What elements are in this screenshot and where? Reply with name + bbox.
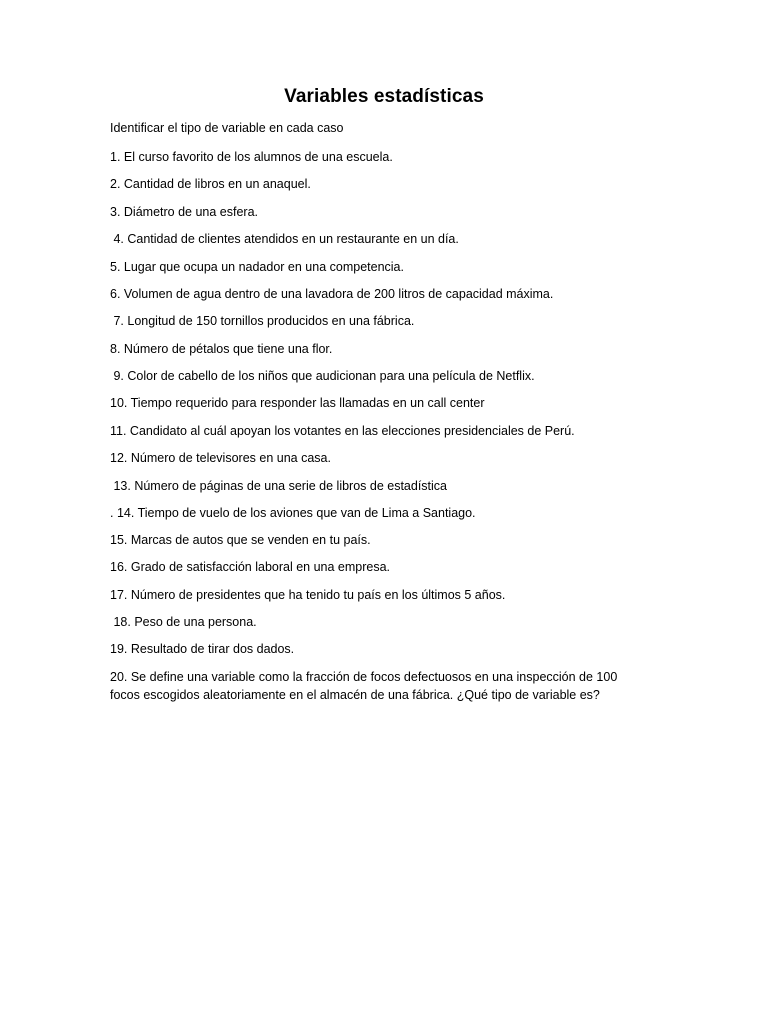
- page-title: Variables estadísticas: [284, 86, 484, 107]
- question-item-15: 15. Marcas de autos que se venden en tu país.: [110, 533, 371, 547]
- instructions-text: Identificar el tipo de variable en cada caso: [110, 121, 344, 135]
- question-item-18: 18. Peso de una persona.: [110, 615, 257, 629]
- question-item-1: 1. El curso favorito de los alumnos de una escuela.: [110, 150, 393, 164]
- question-item-17: 17. Número de presidentes que ha tenido tu país en los últimos 5 años.: [110, 588, 506, 602]
- question-item-2: 2. Cantidad de libros en un anaquel.: [110, 177, 311, 191]
- question-item-3: 3. Diámetro de una esfera.: [110, 205, 258, 219]
- question-item-14: . 14. Tiempo de vuelo de los aviones que van de Lima a Santiago.: [110, 506, 476, 520]
- question-item-8: 8. Número de pétalos que tiene una flor.: [110, 342, 333, 356]
- question-item-6: 6. Volumen de agua dentro de una lavadora de 200 litros de capacidad máxima.: [110, 287, 554, 301]
- question-item-11: 11. Candidato al cuál apoyan los votantes en las elecciones presidenciales de Perú.: [110, 424, 575, 438]
- question-item-19: 19. Resultado de tirar dos dados.: [110, 642, 295, 656]
- question-item-5: 5. Lugar que ocupa un nadador en una competencia.: [110, 260, 404, 274]
- question-item-16: 16. Grado de satisfacción laboral en una empresa.: [110, 560, 391, 574]
- question-item-7: 7. Longitud de 150 tornillos producidos en una fábrica.: [110, 314, 415, 328]
- question-item-4: 4. Cantidad de clientes atendidos en un restaurante en un día.: [110, 232, 459, 246]
- question-item-12: 12. Número de televisores en una casa.: [110, 451, 331, 465]
- question-item-13: 13. Número de páginas de una serie de libros de estadística: [110, 479, 448, 493]
- question-item-20: 20. Se define una variable como la fracción de focos defectuosos en una inspección de 100 focos escogidos aleatoriamente en el almacén de una fábrica. ¿Qué tipo de variable es?: [110, 670, 618, 702]
- question-item-9: 9. Color de cabello de los niños que audicionan para una película de Netflix.: [110, 369, 535, 383]
- question-item-10: 10. Tiempo requerido para responder las llamadas en un call center: [110, 396, 485, 410]
